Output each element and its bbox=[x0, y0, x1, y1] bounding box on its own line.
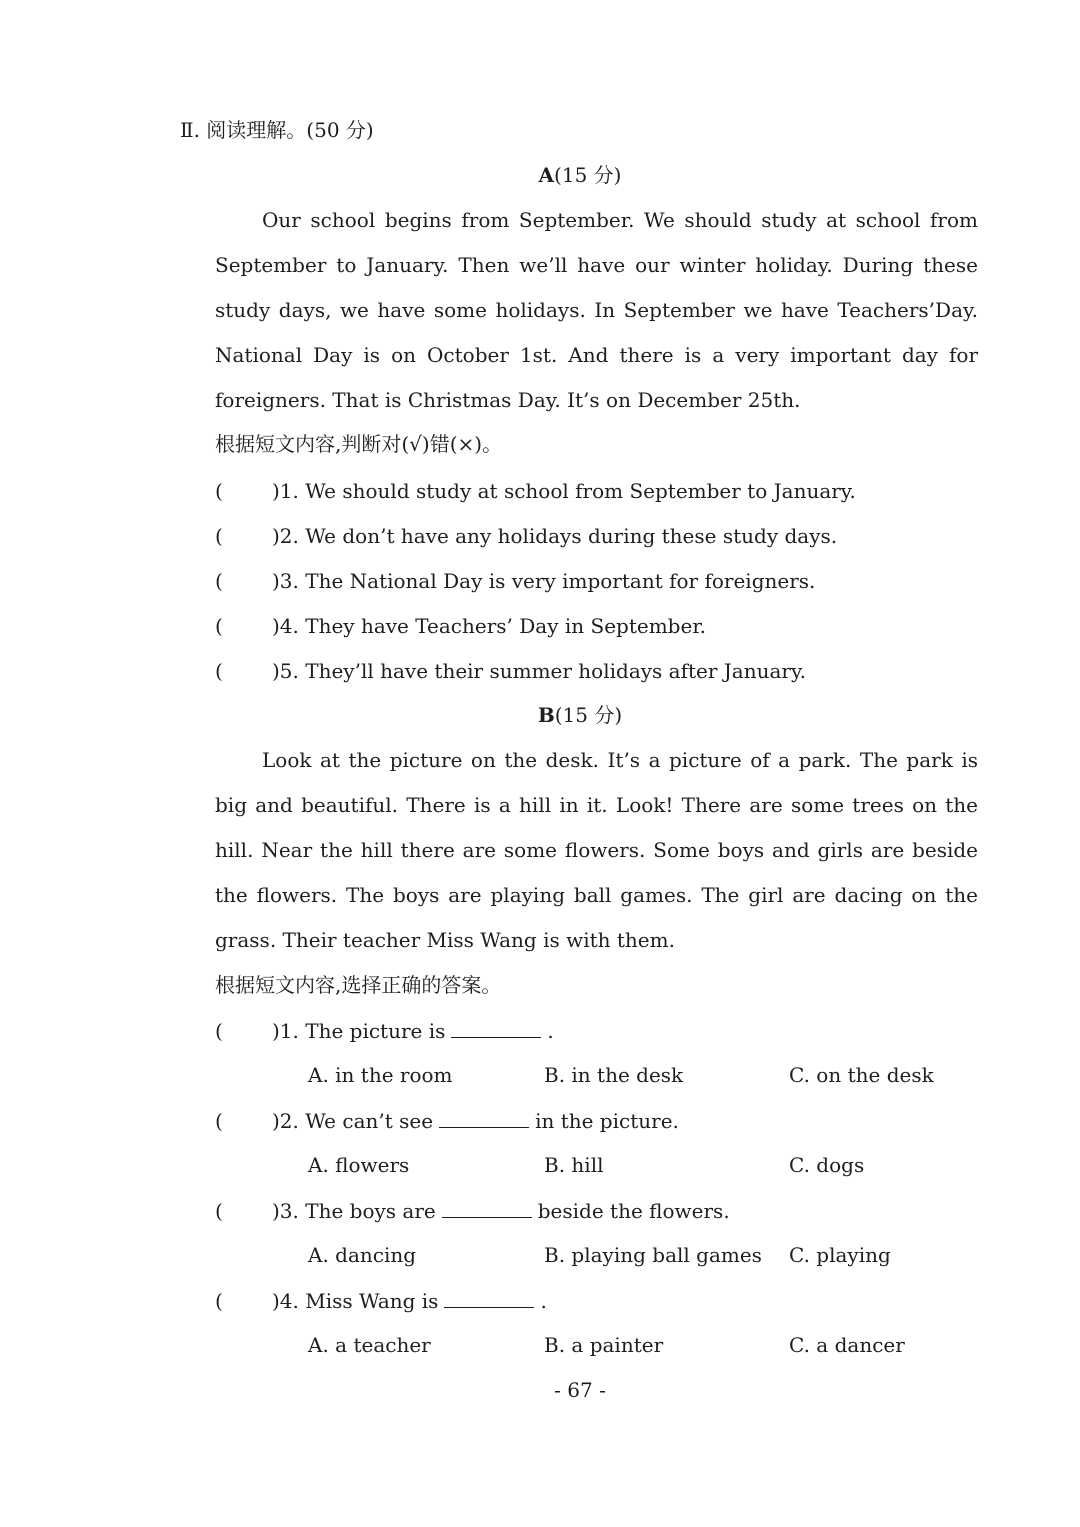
question-stem: )3. The boys are bbox=[272, 1199, 436, 1223]
question-paren[interactable]: ( bbox=[215, 614, 223, 638]
part-b-title bbox=[0, 701, 1080, 729]
option-c[interactable]: C. on the desk bbox=[789, 1063, 934, 1087]
option-c[interactable]: C. a dancer bbox=[789, 1333, 905, 1357]
part-a-passage: Our school begins from September. We should study at school from September to January. Then we’ll have our winter holiday. During these study days, we have some holidays. In September we have Teachers’Day. National Day is on October 1st. And there is a very important day for foreigners. That is Christmas Day. It’s on December 25th. bbox=[215, 208, 978, 412]
question-paren[interactable]: ( bbox=[215, 524, 223, 548]
question-stem: )1. The picture is bbox=[272, 1019, 446, 1043]
option-b[interactable]: B. hill bbox=[544, 1153, 604, 1177]
question-paren[interactable]: ( bbox=[215, 569, 223, 593]
option-b[interactable]: B. playing ball games bbox=[544, 1243, 762, 1267]
question-text: )4. They have Teachers’ Day in September. bbox=[272, 614, 707, 638]
part-a-score: (15 分) bbox=[554, 163, 622, 187]
question-stem-end: beside the flowers. bbox=[537, 1199, 730, 1223]
question-text: )1. We should study at school from September to January. bbox=[272, 479, 856, 503]
question-stem-end: . bbox=[540, 1289, 547, 1313]
option-a[interactable]: A. in the room bbox=[308, 1063, 453, 1087]
page-number: - 67 - bbox=[554, 1378, 606, 1402]
question-stem: )2. We can’t see bbox=[272, 1109, 434, 1133]
option-c[interactable]: C. playing bbox=[789, 1243, 891, 1267]
answer-blank[interactable] bbox=[442, 1197, 532, 1218]
option-a[interactable]: A. flowers bbox=[308, 1153, 410, 1177]
option-c[interactable]: C. dogs bbox=[789, 1153, 865, 1177]
question-paren[interactable]: ( bbox=[215, 479, 223, 503]
question-paren[interactable]: ( bbox=[215, 659, 223, 683]
question-stem: )4. Miss Wang is bbox=[272, 1289, 439, 1313]
option-b[interactable]: B. a painter bbox=[544, 1333, 664, 1357]
part-b-passage: Look at the picture on the desk. It’s a picture of a park. The park is big and beautiful. There is a hill in it. Look! There are some trees on the hill. Near the hill there are some flowers. Some boys and girls are beside the flowers. The boys are playing ball games. The girl are dacing on the grass. Their teacher Miss Wang is with them. bbox=[215, 748, 978, 952]
part-b-letter: B bbox=[537, 703, 555, 727]
question-text bbox=[272, 1287, 547, 1315]
section-heading: Ⅱ. 阅读理解。(50 分) bbox=[180, 118, 374, 142]
question-text: )3. The National Day is very important for foreigners. bbox=[272, 569, 816, 593]
part-a-letter: A bbox=[538, 163, 555, 187]
answer-blank[interactable] bbox=[444, 1287, 534, 1308]
part-a-title bbox=[0, 161, 1080, 189]
question-text bbox=[272, 1017, 554, 1045]
part-a-instruction: 根据短文内容,判断对(√)错(×)。 bbox=[215, 432, 503, 456]
question-stem-end: in the picture. bbox=[535, 1109, 679, 1133]
part-b-score: (15 分) bbox=[554, 703, 623, 727]
option-b[interactable]: B. in the desk bbox=[544, 1063, 684, 1087]
question-paren[interactable]: ( bbox=[215, 1019, 223, 1043]
question-text bbox=[272, 1197, 730, 1225]
option-a[interactable]: A. a teacher bbox=[308, 1333, 431, 1357]
question-paren[interactable]: ( bbox=[215, 1109, 223, 1133]
question-stem-end: . bbox=[547, 1019, 554, 1043]
question-paren[interactable]: ( bbox=[215, 1199, 223, 1223]
question-text: )2. We don’t have any holidays during these study days. bbox=[272, 524, 838, 548]
question-text: )5. They’ll have their summer holidays after January. bbox=[272, 659, 806, 683]
part-b-instruction: 根据短文内容,选择正确的答案。 bbox=[215, 973, 502, 997]
option-a[interactable]: A. dancing bbox=[308, 1243, 417, 1267]
answer-blank[interactable] bbox=[451, 1017, 541, 1038]
question-text bbox=[272, 1107, 679, 1135]
answer-blank[interactable] bbox=[439, 1107, 529, 1128]
question-paren[interactable]: ( bbox=[215, 1289, 223, 1313]
